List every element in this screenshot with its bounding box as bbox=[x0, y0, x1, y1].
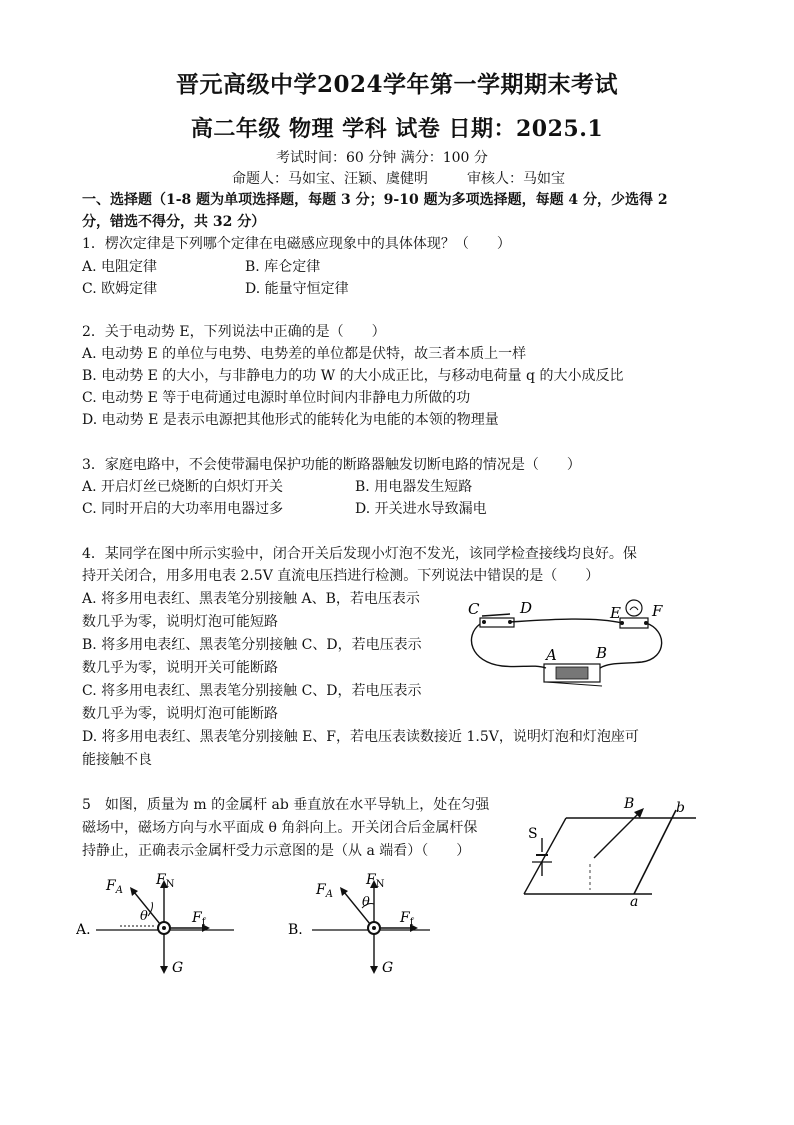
label-c: C bbox=[468, 600, 480, 618]
q4-option-b-line1: B. 将多用电表红、黑表笔分别接触 C、D，若电压表示 bbox=[82, 637, 422, 653]
label-b: B bbox=[596, 644, 608, 662]
q5-stem-line3: 持静止，正确表示金属杆受力示意图的是（从 a 端看）（ ） bbox=[82, 843, 471, 859]
q2-option-d: D. 电动势 E 是表示电源把其他形式的能转化为电能的本领的物理量 bbox=[82, 412, 499, 428]
angle-theta: θ bbox=[362, 895, 370, 910]
battery-cell bbox=[556, 667, 588, 679]
field-arrow bbox=[594, 812, 640, 858]
q5-stem-line1: 5 如图，质量为 m 的金属杆 ab 垂直放在水平导轨上，处在匀强 bbox=[82, 797, 490, 813]
switch-lever bbox=[482, 614, 510, 616]
q3-option-c: C. 同时开启的大功率用电器过多 bbox=[82, 501, 284, 517]
q4-option-d-line1: D. 将多用电表红、黑表笔分别接触 E、F，若电压表读数接近 1.5V，说明灯泡和灯泡座可 bbox=[82, 729, 639, 745]
force-fn: $F_N$ bbox=[156, 872, 175, 890]
q4-stem-line1: 4．某同学在图中所示实验中，闭合开关后发现小灯泡不发光，该同学检查接线均良好。保 bbox=[82, 546, 637, 562]
force-ff: $F_f$ bbox=[192, 910, 206, 928]
force-fa: $F_A$ bbox=[106, 878, 123, 896]
q1-option-a: A. 电阻定律 bbox=[82, 259, 158, 275]
q1-option-b: B. 库仑定律 bbox=[245, 259, 321, 275]
q5-option-a-diagram bbox=[76, 868, 246, 980]
force-ff: $F_f$ bbox=[400, 910, 414, 928]
lamp-holder bbox=[620, 618, 648, 628]
q4-option-c-line2: 数几乎为零，说明灯泡可能断路 bbox=[82, 706, 278, 722]
section-heading-line1: 一、选择题（1-8 题为单项选择题，每题 3 分；9-10 题为多项选择题，每题 4 分，少选得 2 bbox=[82, 192, 668, 208]
force-g: G bbox=[382, 960, 394, 976]
q5-rail-figure bbox=[520, 790, 700, 908]
q4-option-d-line2: 能接触不良 bbox=[82, 752, 152, 768]
exam-authors: 命题人：马如宝、汪颖、虞健明 bbox=[232, 171, 428, 187]
q4-option-c-line1: C. 将多用电表红、黑表笔分别接触 C、D，若电压表示 bbox=[82, 683, 422, 699]
wire-top bbox=[510, 619, 622, 623]
bulb-icon bbox=[626, 600, 642, 616]
q3-stem: 3．家庭电路中，不会使带漏电保护功能的断路器触发切断电路的情况是（ ） bbox=[82, 457, 581, 473]
section-heading-line2: 分，错选不得分，共 32 分） bbox=[82, 214, 266, 230]
exam-title: 晋元高级中学2024学年第一学期期末考试 bbox=[175, 71, 618, 98]
label-rod-b: b bbox=[676, 800, 685, 816]
q5-option-b-label: B. bbox=[288, 922, 303, 938]
exam-info: 考试时间：60 分钟 满分：100 分 bbox=[276, 150, 488, 166]
q4-option-a-line1: A. 将多用电表红、黑表笔分别接触 A、B，若电压表示 bbox=[82, 591, 420, 607]
label-a: A bbox=[546, 646, 557, 664]
label-f: F bbox=[652, 602, 663, 620]
label-e: E bbox=[610, 604, 621, 622]
angle-theta: θ bbox=[140, 909, 148, 924]
q4-stem-line2: 持开关闭合，用多用电表 2.5V 直流电压挡进行检测。下列说法中错误的是（ ） bbox=[82, 568, 600, 584]
q3-option-d: D. 开关进水导致漏电 bbox=[355, 501, 487, 517]
q1-option-d: D. 能量守恒定律 bbox=[245, 281, 349, 297]
q3-option-a: A. 开启灯丝已烧断的白炽灯开关 bbox=[82, 479, 284, 495]
q4-option-b-line2: 数几乎为零，说明开关可能断路 bbox=[82, 660, 278, 676]
metal-rod bbox=[634, 810, 676, 894]
q2-option-a: A. 电动势 E 的单位与电势、电势差的单位都是伏特，故三者本质上一样 bbox=[82, 346, 527, 362]
q5-stem-line2: 磁场中，磁场方向与水平面成 θ 角斜向上。开关闭合后金属杆保 bbox=[82, 820, 478, 836]
q4-circuit-figure bbox=[462, 596, 674, 700]
force-g: G bbox=[172, 960, 184, 976]
q2-stem: 2．关于电动势 E，下列说法中正确的是（ ） bbox=[82, 324, 386, 340]
q5-option-b-diagram bbox=[288, 868, 438, 980]
wire-left bbox=[471, 624, 546, 668]
q5-option-a-label: A. bbox=[76, 922, 91, 938]
exam-reviewer: 审核人：马如宝 bbox=[467, 171, 565, 187]
label-switch-s: S bbox=[528, 826, 538, 842]
force-fa: $F_A$ bbox=[316, 882, 333, 900]
label-field-b: B bbox=[624, 796, 635, 812]
wire-right bbox=[600, 623, 662, 668]
q1-stem: 1．楞次定律是下列哪个定律在电磁感应现象中的具体体现？（ ） bbox=[82, 236, 511, 252]
q2-option-c: C. 电动势 E 等于电荷通过电源时单位时间内非静电力所做的功 bbox=[82, 390, 471, 406]
exam-subtitle: 高二年级 物理 学科 试卷 日期：2025.1 bbox=[190, 116, 604, 142]
label-d: D bbox=[520, 599, 533, 617]
force-fn: $F_N$ bbox=[366, 872, 385, 890]
q2-option-b: B. 电动势 E 的大小，与非静电力的功 W 的大小成正比，与移动电荷量 q 的大小成反比 bbox=[82, 368, 624, 384]
q3-option-b: B. 用电器发生短路 bbox=[355, 479, 473, 495]
q1-option-c: C. 欧姆定律 bbox=[82, 281, 158, 297]
q4-option-a-line2: 数几乎为零，说明灯泡可能短路 bbox=[82, 614, 278, 630]
label-rod-a: a bbox=[630, 894, 639, 908]
